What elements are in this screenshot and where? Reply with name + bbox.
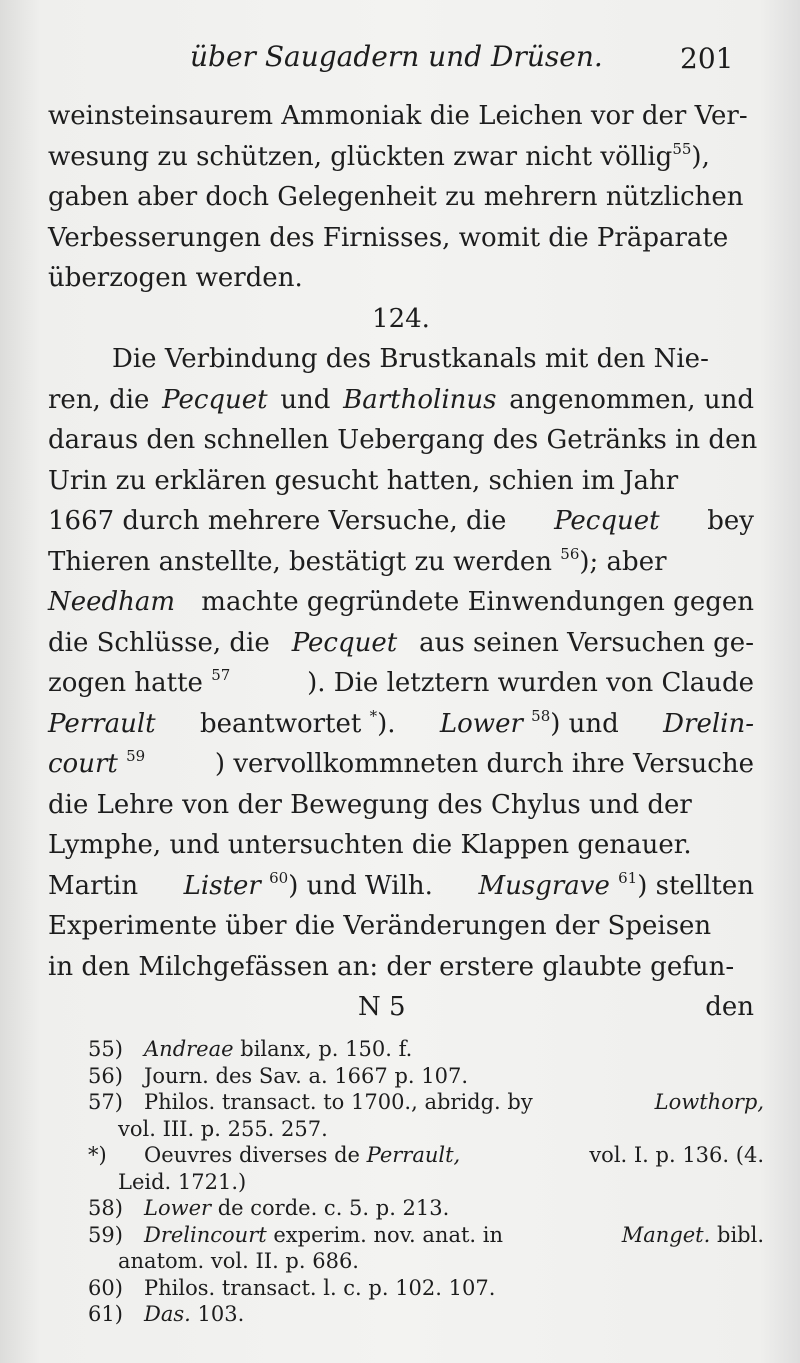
page-header [0,40,800,84]
text-line: Thieren anstellte, bestätigt zu werden $^{56}$); aber [48,544,667,577]
footnote-ref: 57 [211,666,231,684]
section-number: 124. [372,303,430,334]
footnote: 58) Lower de corde. c. 5. p. 213. [88,1196,450,1220]
footnote: *) Oeuvres diverses de Perrault, vol. I. p. 136. (4. [88,1143,764,1167]
text-line: Needham machte gegründete Einwendungen gegen [48,582,754,623]
author-name: Drelin- [663,708,754,739]
footnote-ref: 55 [672,139,692,158]
text-line: die Lehre von der Bewegung des Chylus und der [48,789,692,820]
footnote-ref: * [369,706,378,725]
footnote: 57) Philos. transact. to 1700., abridg. by Lowthorp, [88,1090,764,1114]
text-line: Martin Lister $^{60}$) und Wilh. Musgrave $^{61}$) stellten [48,868,754,901]
footnotes [88,1036,764,1328]
footnote-ref: 59 [126,747,146,765]
footnote-continuation: Leid. 1721.) [118,1169,247,1194]
author-name: Needham [48,587,176,617]
catchword: den [705,992,754,1022]
author-name: Lister [183,870,261,901]
text-line: in den Milchgefässen an: der erstere glaubte gefun- [48,951,735,982]
signature-line [48,987,754,1028]
text-line: 1667 durch mehrere Versuche, die Pecquet bey [48,501,754,542]
text-line: Perrault beantwortet *). Lower $^{58}$) und Drelin- [48,704,754,745]
main-text [48,96,758,1028]
text-line: zogen hatte $^{57}$ ). Die letztern wurden von Claude [48,666,754,698]
text-line: weinsteinsaurem Ammoniak die Leichen vor der Ver- [48,101,748,131]
author-name: Pecquet [162,384,268,415]
footnote: 61) Das. 103. [88,1302,245,1326]
author-name: court [48,749,118,779]
text-line: gaben aber doch Gelegenheit zu mehrern nützlichen [48,182,744,212]
footnote: 56) Journ. des Sav. a. 1667 p. 107. [88,1063,468,1088]
footnote-ref: 56 [560,544,580,563]
text-line: Die Verbindung des Brustkanals mit den Nie- [112,344,709,374]
footnote-ref: 60 [269,868,289,887]
author-name: Lower [439,708,523,739]
author-name: Musgrave [478,870,610,901]
footnote: 60) Philos. transact. l. c. p. 102. 107. [88,1275,496,1300]
signature-mark: N 5 [358,992,406,1022]
text-line: die Schlüsse, die Pecquet aus seinen Versuchen ge- [48,623,754,664]
footnote: 59) Drelincourt experim. nov. anat. in Manget. bibl. [88,1222,764,1247]
footnote-continuation: anatom. vol. II. p. 686. [118,1249,359,1273]
footnote-continuation: vol. III. p. 255. 257. [118,1116,328,1141]
text-line: überzogen werden. [48,263,303,293]
text-line: Lymphe, und untersuchten die Klappen genauer. [48,830,692,860]
footnote-ref: 58 [531,706,551,725]
page-number: 201 [680,42,734,75]
running-head: über Saugadern und Drüsen. [190,40,603,73]
author-name: Pecquet [554,506,660,536]
footnote-ref: 61 [618,868,638,887]
text-line: wesung zu schützen, glückten zwar nicht völlig$^{55}$), [48,139,710,172]
text-line: daraus den schnellen Uebergang des Getränks in den [48,425,758,455]
text-line: Verbesserungen des Firnisses, womit die Präparate [48,222,729,253]
text-line: Urin zu erklären gesucht hatten, schien im Jahr [48,465,679,496]
text-line: Experimente über die Veränderungen der Speisen [48,911,712,941]
author-name: Bartholinus [343,384,497,415]
author-name: Perrault [48,708,156,739]
author-name: Pecquet [291,627,398,658]
text-line: ren, die Pecquet und Bartholinus angenommen, und [48,380,754,421]
footnote: 55) Andreae bilanx, p. 150. f. [88,1037,413,1061]
text-line: court $^{59}$ ) vervollkommneten durch ihre Versuche [48,747,754,779]
